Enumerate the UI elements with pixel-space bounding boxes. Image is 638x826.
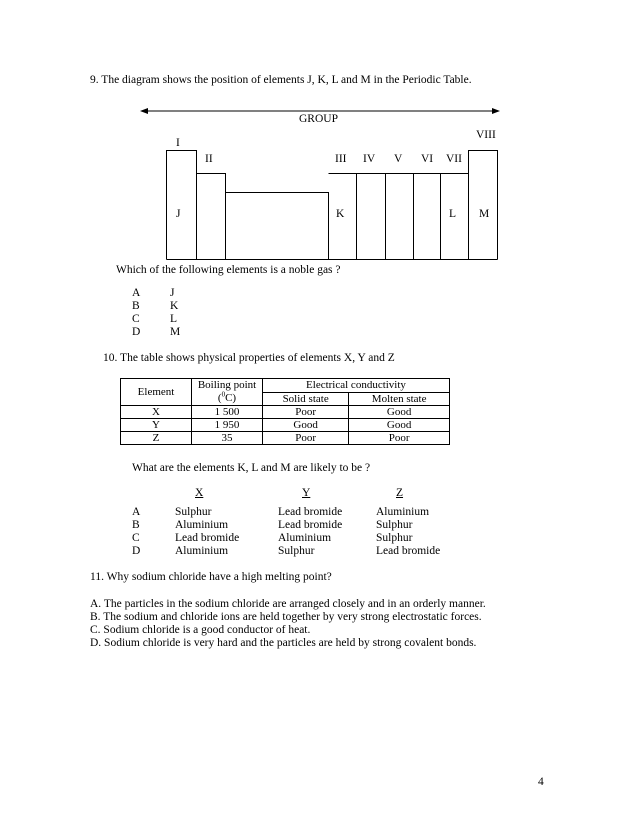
element-k: K <box>336 208 345 220</box>
q10-col-header-z: Z <box>396 487 404 499</box>
q9-option-text: J <box>170 287 175 299</box>
element-m: M <box>479 208 490 220</box>
q9-option-text: L <box>170 313 178 325</box>
header-molten: Molten state <box>349 392 450 406</box>
group-numeral-3: III <box>335 153 347 165</box>
group-numeral-4: IV <box>363 153 376 165</box>
q10-option-letter: A <box>132 506 141 518</box>
q9-option-letter: C <box>132 313 140 325</box>
group-numeral-8: VIII <box>476 129 496 141</box>
q10-option-letter: B <box>132 519 140 531</box>
q11-option: D. Sodium chloride is very hard and the particles are held by strong covalent bonds. <box>90 637 477 649</box>
q10-option-y: Lead bromide <box>278 519 343 531</box>
q10-option-y: Aluminium <box>278 532 332 544</box>
q10-question: What are the elements K, L and M are likely to be ? <box>132 462 371 474</box>
q10-option-x: Aluminium <box>175 545 229 557</box>
q10-option-x: Aluminium <box>175 519 229 531</box>
q9-question: Which of the following elements is a noble gas ? <box>116 264 341 276</box>
q9-option-letter: A <box>132 287 141 299</box>
q9-option-letter: B <box>132 300 140 312</box>
q11-option: B. The sodium and chloride ions are held together by very strong electrostatic forces. <box>90 611 482 623</box>
q10-stem: 10. The table shows physical properties of elements X, Y and Z <box>103 352 395 364</box>
q10-col-header-x: X <box>195 487 204 499</box>
periodic-table-outline <box>166 148 502 260</box>
group-numeral-5: V <box>394 153 403 165</box>
q10-option-x: Sulphur <box>175 506 212 518</box>
table-row: X 1 500 Poor Good <box>121 406 450 419</box>
table-row: Y 1 950 Good Good <box>121 419 450 432</box>
group-numeral-2: II <box>205 153 213 165</box>
q9-option-letter: D <box>132 326 141 338</box>
group-numeral-1: I <box>176 137 180 149</box>
q10-option-y: Lead bromide <box>278 506 343 518</box>
q10-option-x: Lead bromide <box>175 532 240 544</box>
q11-stem: 11. Why sodium chloride have a high melting point? <box>90 571 332 583</box>
q9-option-text: K <box>170 300 179 312</box>
group-numeral-7: VII <box>446 153 462 165</box>
group-numeral-6: VI <box>421 153 434 165</box>
properties-table <box>120 378 450 445</box>
page-number: 4 <box>538 776 544 788</box>
q10-option-z: Sulphur <box>376 532 413 544</box>
header-conductivity: Electrical conductivity <box>263 379 450 393</box>
q10-option-z: Aluminium <box>376 506 430 518</box>
header-solid: Solid state <box>263 392 349 406</box>
q9-stem: 9. The diagram shows the position of elements J, K, L and M in the Periodic Table. <box>90 74 472 86</box>
table-row: Z 35 Poor Poor <box>121 432 450 445</box>
q10-option-letter: D <box>132 545 141 557</box>
q10-col-header-y: Y <box>302 487 311 499</box>
q9-option-text: M <box>170 326 181 338</box>
header-bp-label: Boiling point <box>197 379 257 391</box>
element-l: L <box>449 208 457 220</box>
q10-option-letter: C <box>132 532 140 544</box>
element-j: J <box>176 208 181 220</box>
q11-option: A. The particles in the sodium chloride are arranged closely and in an orderly manner. <box>90 598 486 610</box>
q11-option: C. Sodium chloride is a good conductor of heat. <box>90 624 311 636</box>
header-element: Element <box>121 379 192 406</box>
q10-option-z: Sulphur <box>376 519 413 531</box>
group-label: GROUP <box>299 113 338 125</box>
q10-option-y: Sulphur <box>278 545 315 557</box>
q10-option-z: Lead bromide <box>376 545 441 557</box>
header-boiling-point: Boiling point ($^0$C) <box>192 379 263 406</box>
